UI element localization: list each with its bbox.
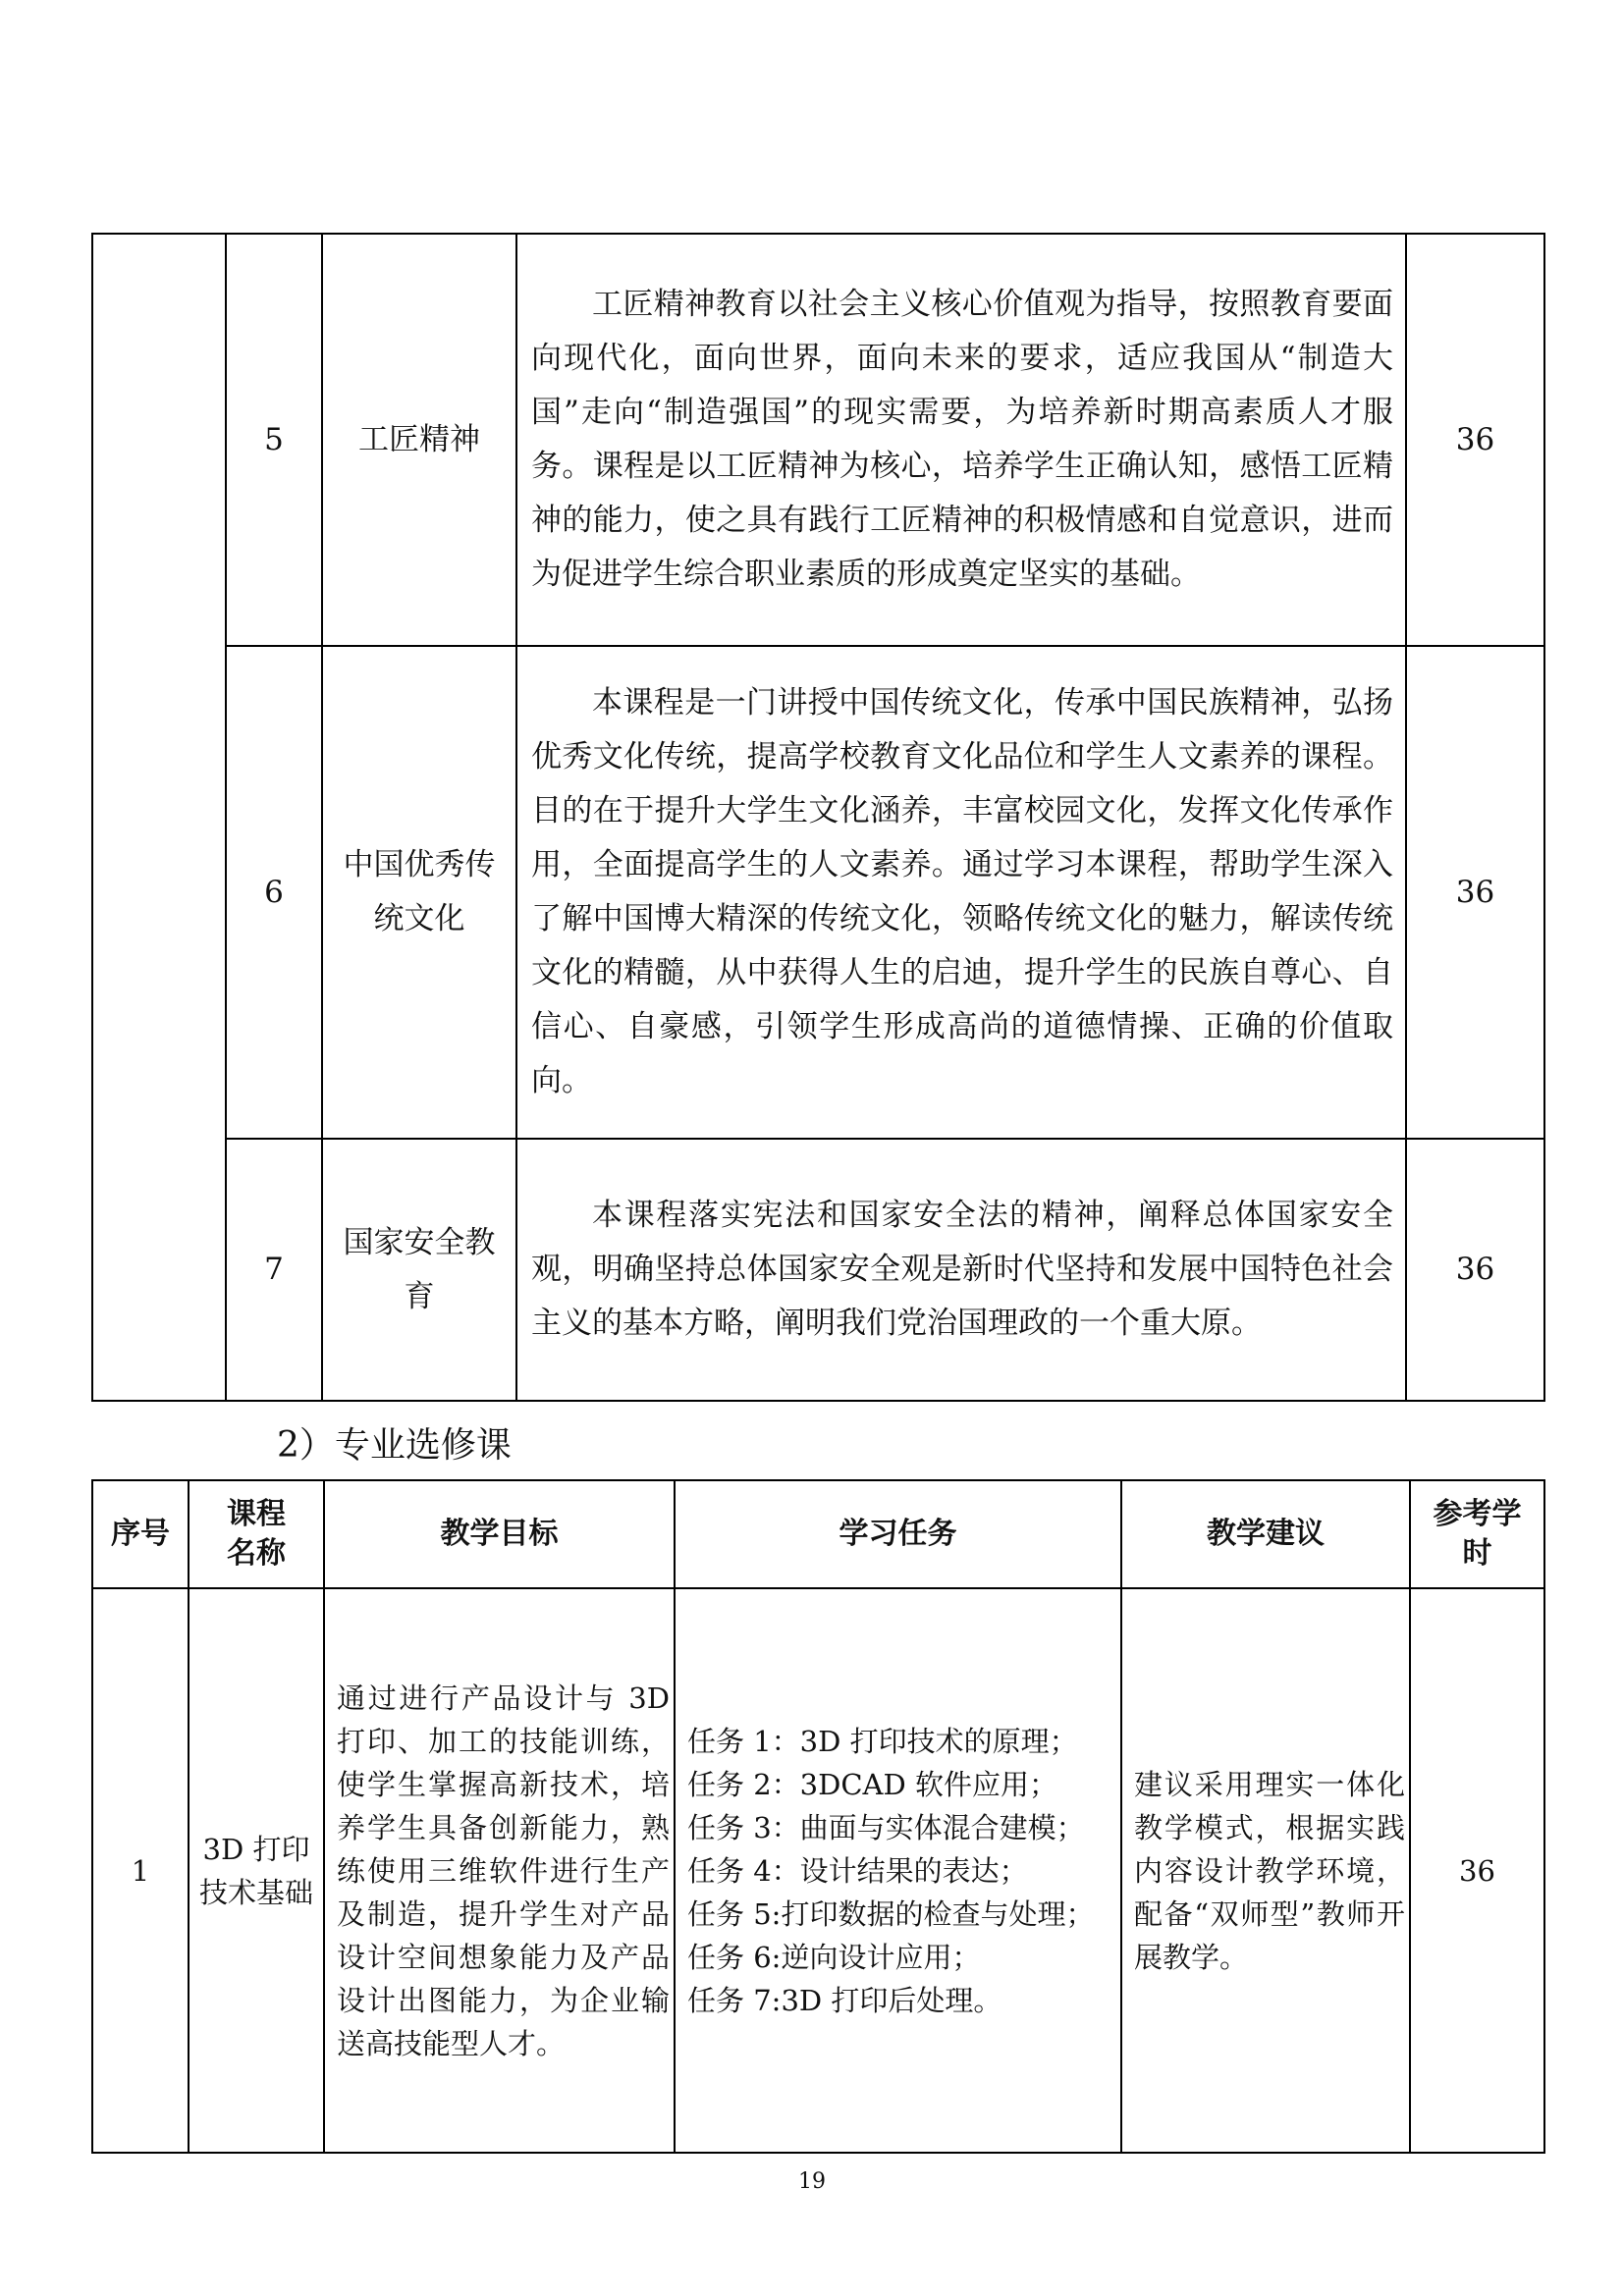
header-course-name: 课程名称 (189, 1480, 324, 1588)
teaching-goal: 通过进行产品设计与 3D 打印、加工的技能训练，使学生掌握高新技术，培养学生具备创新能力，熟练使用三维软件进行生产及制造，提升学生对产品设计空间想象能力及产品设计出图能力，为企业输送高技能型人才。 (324, 1588, 675, 2153)
table-row (92, 646, 1544, 1139)
course-name: 国家安全教育 (322, 1139, 516, 1401)
table-row (92, 1588, 1544, 2153)
course-hours: 36 (1406, 234, 1544, 646)
task-item: 任务 7:3D 打印后处理。 (687, 1983, 1002, 2017)
task-item: 任务 5:打印数据的检查与处理； (687, 1896, 1095, 1931)
section-heading: 2）专业选修课 (277, 1425, 512, 1466)
row-index: 6 (226, 646, 322, 1139)
task-item: 任务 2：3DCAD 软件应用； (687, 1767, 1057, 1801)
course-hours: 36 (1406, 646, 1544, 1139)
reference-hours: 36 (1410, 1588, 1544, 2153)
task-item: 任务 4：设计结果的表达； (687, 1853, 1028, 1888)
teaching-suggestion: 建议采用理实一体化教学模式，根据实践内容设计教学环境，配备“双师型”教师开展教学。 (1121, 1588, 1410, 2153)
table-row (92, 234, 1544, 646)
course-name: 工匠精神 (322, 234, 516, 646)
course-description: 工匠精神教育以社会主义核心价值观为指导，按照教育要面向现代化，面向世界，面向未来的要求，适应我国从“制造大国”走向“制造强国”的现实需要，为培养新时期高素质人才服务。课程是以工匠精神为核心，培养学生正确认知，感悟工匠精神的能力，使之具有践行工匠精神的积极情感和自觉意识，进而为促进学生综合职业素质的形成奠定坚实的基础。 (516, 234, 1406, 646)
course-description: 本课程落实宪法和国家安全法的精神，阐释总体国家安全观，明确坚持总体国家安全观是新时代坚持和发展中国特色社会主义的基本方略，阐明我们党治国理政的一个重大原。 (516, 1139, 1406, 1401)
task-item: 任务 3：曲面与实体混合建模； (687, 1810, 1085, 1844)
course-name: 3D 打印技术基础 (189, 1588, 324, 2153)
elective-course-table (91, 1479, 1545, 2154)
course-hours: 36 (1406, 1139, 1544, 1401)
task-item: 任务 1：3D 打印技术的原理； (687, 1724, 1078, 1758)
category-cell (92, 234, 226, 1401)
course-name: 中国优秀传统文化 (322, 646, 516, 1139)
page-number: 19 (798, 2169, 826, 2194)
task-item: 任务 6:逆向设计应用； (687, 1940, 981, 1974)
header-tasks: 学习任务 (675, 1480, 1121, 1588)
row-index: 5 (226, 234, 322, 646)
header-goal: 教学目标 (324, 1480, 675, 1588)
row-index: 7 (226, 1139, 322, 1401)
row-index: 1 (92, 1588, 189, 2153)
table-header-row (92, 1480, 1544, 1588)
course-description: 本课程是一门讲授中国传统文化，传承中国民族精神，弘扬优秀文化传统，提高学校教育文化品位和学生人文素养的课程。目的在于提升大学生文化涵养，丰富校园文化，发挥文化传承作用，全面提高学生的人文素养。通过学习本课程，帮助学生深入了解中国博大精深的传统文化，领略传统文化的魅力，解读传统文化的精髓，从中获得人生的启迪，提升学生的民族自尊心、自信心、自豪感，引领学生形成高尚的道德情操、正确的价值取向。 (516, 646, 1406, 1139)
public-course-table (91, 233, 1545, 1402)
table-row (92, 1139, 1544, 1401)
learning-tasks (675, 1588, 1121, 2153)
header-hours: 参考学时 (1410, 1480, 1544, 1588)
header-index: 序号 (92, 1480, 189, 1588)
header-suggestion: 教学建议 (1121, 1480, 1410, 1588)
